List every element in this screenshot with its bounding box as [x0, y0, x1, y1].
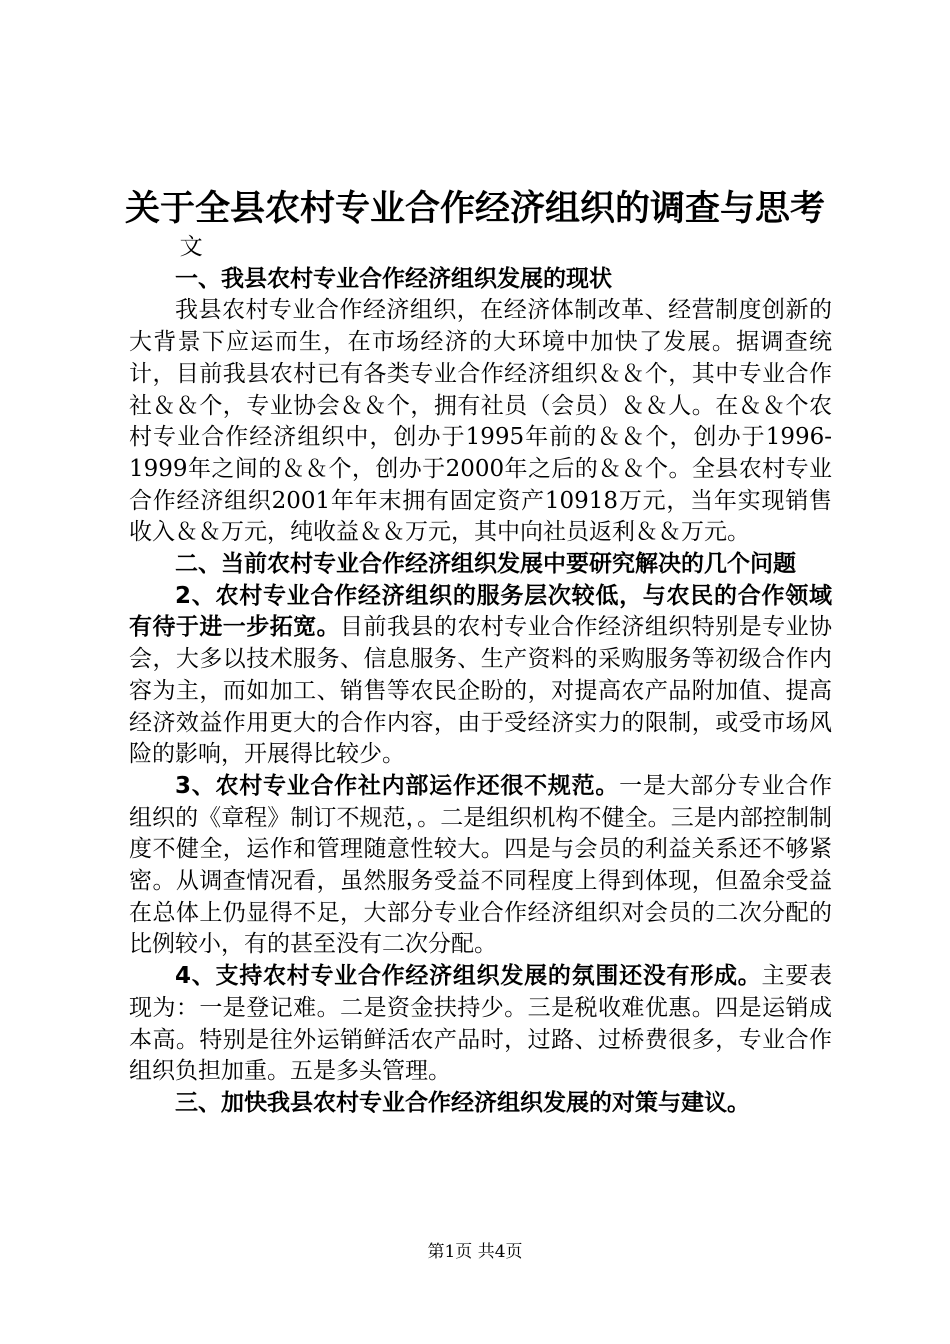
section-heading-3: 三、加快我县农村专业合作经济组织发展的对策与建议。 [175, 1089, 750, 1116]
section-heading-1: 一、我县农村专业合作经济组织发展的现状 [175, 265, 612, 292]
document-body [129, 232, 832, 1120]
section-item-4 [129, 961, 832, 1088]
document-title: 关于全县农村专业合作经济组织的调查与思考 [124, 189, 825, 229]
section-paragraph-1: 我县农村专业合作经济组织，在经济体制改革、经营制度创新的大背景下应运而生，在市场经济的大环境中加快了发展。据调查统计，目前我县农村已有各类专业合作经济组织＆＆个，其中专业合作社＆＆个，专业协会＆＆个，拥有社员（会员）＆＆人。在＆＆个农村专业合作经济组织中，创办于1995年前的＆＆个，创办于1996-1999年之间的＆＆个，创办于2000年之后的＆＆个。全县农村专业合作经济组织2001年年末拥有固定资产10918万元，当年实现销售收入＆＆万元，纯收益＆＆万元，其中向社员返利＆＆万元。 [129, 297, 832, 546]
section-item-3 [129, 771, 832, 961]
section-item-2 [129, 581, 832, 771]
item-lead-2: 2、农村专业合作经济组织的服务层次较低，与农民的合作领域有待于进一步拓宽。 [129, 582, 832, 641]
page-footer: 第1页 共4页 [427, 1242, 523, 1262]
item-text-4: 主要表现为：一是登记难。二是资金扶持少。三是税收难优惠。四是运销成本高。特别是往外运销鲜活农产品时，过路、过桥费很多，专业合作组织负担加重。五是多头管理。 [129, 963, 832, 1085]
item-text-2: 目前我县的农村专业合作经济组织特别是专业协会，大多以技术服务、信息服务、生产资料的采购服务等初级合作内容为主，而如加工、销售等农民企盼的，对提高农产品附加值、提高经济效益作用更大的合作内容，由于受经济实力的限制，或受市场风险的影响，开展得比较少。 [129, 614, 833, 768]
section-heading-2: 二、当前农村专业合作经济组织发展中要研究解决的几个问题 [175, 551, 796, 578]
author-line: 文 [179, 234, 203, 260]
item-lead-3: 3、农村专业合作社内部运作还很不规范。 [175, 772, 620, 799]
item-lead-4: 4、支持农村专业合作经济组织发展的氛围还没有形成。 [175, 963, 762, 990]
item-text-3: 一是大部分专业合作组织的《章程》制订不规范，。二是组织机构不健全。三是内部控制制度不健全，运作和管理随意性较大。四是与会员的利益关系还不够紧密。从调查情况看，虽然服务受益不同程度上得到体现，但盈余受益在总体上仍显得不足，大部分专业合作经济组织对会员的二次分配的比例较小，有的甚至没有二次分配。 [129, 772, 832, 958]
